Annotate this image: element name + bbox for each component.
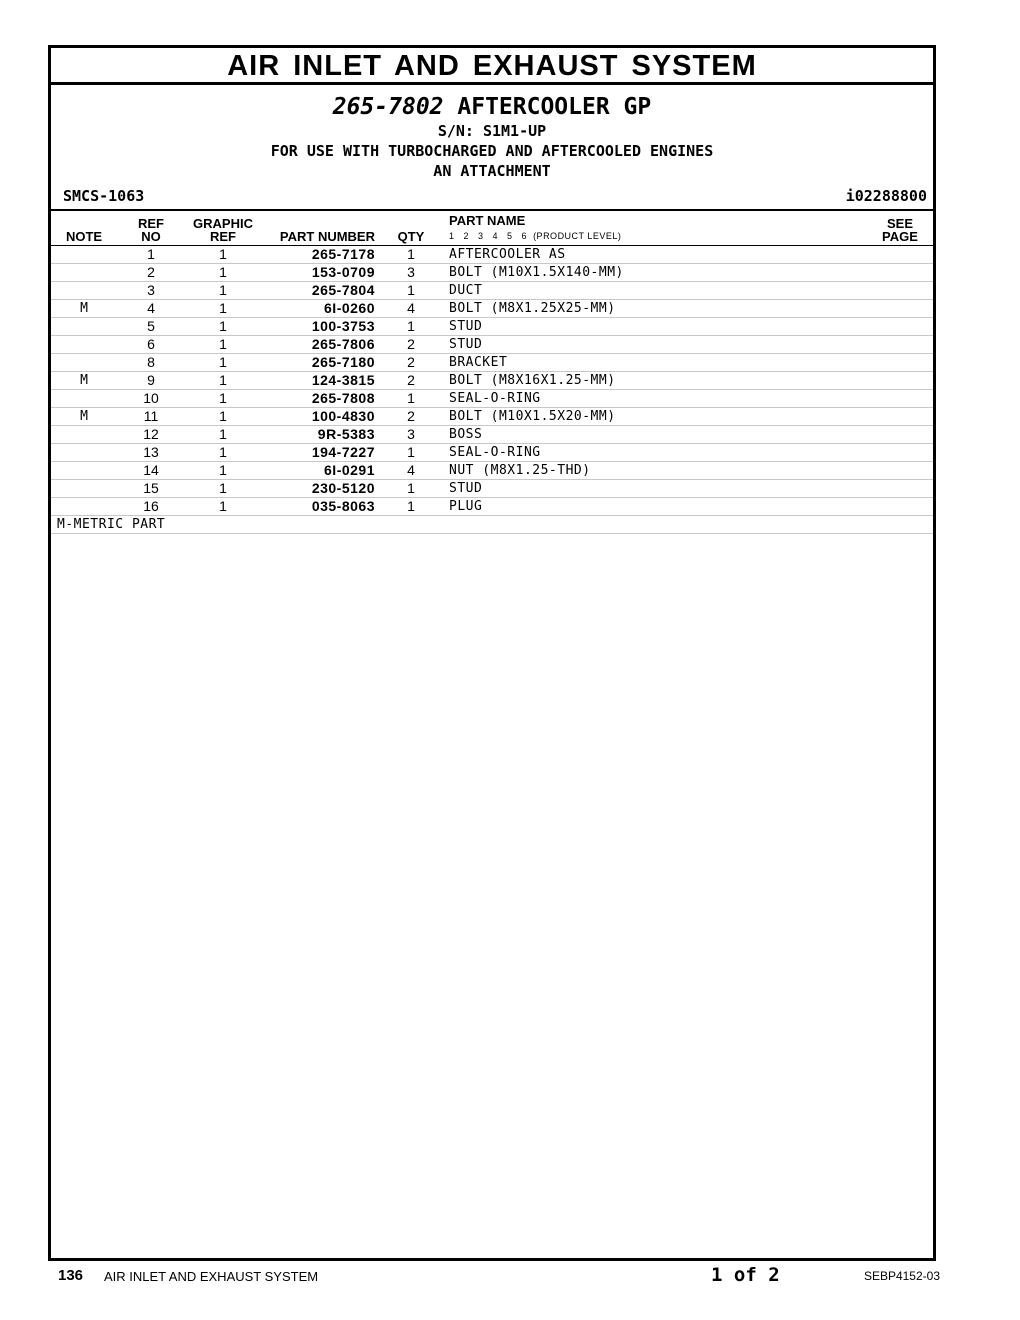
product-level-legend: 1 2 3 4 5 6 (PRODUCT LEVEL) [449,231,622,241]
cell-see [867,408,933,426]
cell-see [867,318,933,336]
table-header-row [51,211,933,246]
page-title: AIR INLET AND EXHAUST SYSTEM [51,48,933,85]
cell-name: SEAL-O-RING [441,390,867,408]
illustration-id: i02288800 [845,187,927,205]
header-graphic-ref: GRAPHIC REF [185,211,261,246]
table-row [51,408,933,426]
cell-qty: 3 [381,426,441,444]
cell-part-number: 6I-0291 [261,462,381,480]
usage-note: FOR USE WITH TURBOCHARGED AND AFTERCOOLED ENGINES [270,142,714,160]
cell-qty: 1 [381,282,441,300]
cell-note: M [51,300,117,318]
page-footer [0,1258,1020,1288]
cell-qty: 1 [381,318,441,336]
table-row [51,336,933,354]
cell-note [51,318,117,336]
table-row [51,444,933,462]
cell-part-number: 124-3815 [261,372,381,390]
cell-qty: 1 [381,480,441,498]
cell-see [867,372,933,390]
table-row [51,390,933,408]
parts-sheet [48,45,936,1261]
table-row [51,264,933,282]
cell-ref: 11 [117,408,185,426]
cell-name: PLUG [441,498,867,516]
cell-note [51,246,117,264]
table-row [51,480,933,498]
table-row [51,498,933,516]
table-row [51,372,933,390]
cell-ref: 14 [117,462,185,480]
cell-see [867,498,933,516]
page-number: 136 [58,1267,84,1284]
cell-graphic: 1 [185,408,261,426]
cell-note [51,462,117,480]
cell-note [51,354,117,372]
cell-see [867,444,933,462]
cell-graphic: 1 [185,372,261,390]
cell-ref: 3 [117,282,185,300]
cell-ref: 12 [117,426,185,444]
cell-see [867,480,933,498]
cell-note [51,444,117,462]
table-row [51,354,933,372]
cell-qty: 2 [381,354,441,372]
cell-note [51,390,117,408]
footnote-row [51,516,933,534]
cell-see [867,426,933,444]
cell-name: DUCT [441,282,867,300]
header-part-name: PART NAME 1 2 3 4 5 6 (PRODUCT LEVEL) [441,211,867,246]
cell-graphic: 1 [185,498,261,516]
cell-note [51,480,117,498]
cell-name: BOLT (M8X1.25X25-MM) [441,300,867,318]
cell-ref: 2 [117,264,185,282]
cell-ref: 16 [117,498,185,516]
header-part-number: PART NUMBER [261,211,381,246]
document-number: SEBP4152-03 [863,1269,940,1283]
cell-name: STUD [441,336,867,354]
serial-number: S/N: S1M1-UP [437,122,547,140]
cell-qty: 1 [381,246,441,264]
table-row [51,318,933,336]
cell-qty: 1 [381,390,441,408]
sheet-indicator: 1 of 2 [711,1264,780,1286]
table-row [51,300,933,318]
cell-see [867,300,933,318]
parts-table [51,211,933,534]
cell-ref: 4 [117,300,185,318]
table-row [51,462,933,480]
header-note: NOTE [51,211,117,246]
cell-qty: 2 [381,372,441,390]
cell-part-number: 9R-5383 [261,426,381,444]
cell-part-number: 6I-0260 [261,300,381,318]
cell-name: AFTERCOOLER AS [441,246,867,264]
cell-qty: 1 [381,444,441,462]
cell-qty: 2 [381,336,441,354]
cell-note [51,282,117,300]
cell-see [867,354,933,372]
group-name: AFTERCOOLER GP [457,94,652,120]
cell-part-number: 265-7806 [261,336,381,354]
header-ref-no: REF NO [117,211,185,246]
cell-graphic: 1 [185,300,261,318]
cell-part-number: 194-7227 [261,444,381,462]
cell-graphic: 1 [185,354,261,372]
cell-ref: 9 [117,372,185,390]
cell-qty: 1 [381,498,441,516]
cell-name: BOLT (M8X16X1.25-MM) [441,372,867,390]
cell-name: STUD [441,318,867,336]
cell-ref: 1 [117,246,185,264]
table-row [51,246,933,264]
cell-part-number: 230-5120 [261,480,381,498]
cell-graphic: 1 [185,282,261,300]
cell-note: M [51,372,117,390]
cell-name: SEAL-O-RING [441,444,867,462]
cell-name: BOSS [441,426,867,444]
cell-see [867,336,933,354]
cell-note [51,426,117,444]
header-qty: QTY [381,211,441,246]
group-part-number: 265-7802 [332,94,444,120]
footer-section: AIR INLET AND EXHAUST SYSTEM [104,1269,319,1284]
cell-ref: 13 [117,444,185,462]
cell-graphic: 1 [185,426,261,444]
smcs-row [51,185,933,211]
cell-graphic: 1 [185,444,261,462]
cell-name: NUT (M8X1.25-THD) [441,462,867,480]
cell-ref: 10 [117,390,185,408]
group-title [51,93,933,121]
cell-qty: 2 [381,408,441,426]
cell-part-number: 265-7804 [261,282,381,300]
cell-name: BOLT (M10X1.5X20-MM) [441,408,867,426]
cell-graphic: 1 [185,480,261,498]
attachment-type: AN ATTACHMENT [433,162,551,180]
cell-note [51,336,117,354]
cell-ref: 8 [117,354,185,372]
smcs-code: SMCS-1063 [63,187,145,205]
cell-ref: 5 [117,318,185,336]
cell-note [51,264,117,282]
cell-note [51,498,117,516]
cell-graphic: 1 [185,264,261,282]
header-see-page: SEE PAGE [867,211,933,246]
cell-part-number: 100-3753 [261,318,381,336]
cell-qty: 3 [381,264,441,282]
cell-note: M [51,408,117,426]
table-row [51,282,933,300]
cell-part-number: 153-0709 [261,264,381,282]
cell-qty: 4 [381,462,441,480]
metric-footnote: M-METRIC PART [51,516,933,534]
cell-part-number: 265-7808 [261,390,381,408]
cell-graphic: 1 [185,336,261,354]
cell-graphic: 1 [185,462,261,480]
cell-see [867,246,933,264]
cell-see [867,462,933,480]
cell-see [867,264,933,282]
cell-graphic: 1 [185,390,261,408]
cell-graphic: 1 [185,246,261,264]
cell-ref: 6 [117,336,185,354]
table-row [51,426,933,444]
group-header [51,85,933,181]
cell-graphic: 1 [185,318,261,336]
cell-name: BRACKET [441,354,867,372]
cell-see [867,282,933,300]
cell-part-number: 100-4830 [261,408,381,426]
cell-name: STUD [441,480,867,498]
cell-name: BOLT (M10X1.5X140-MM) [441,264,867,282]
cell-ref: 15 [117,480,185,498]
cell-part-number: 265-7180 [261,354,381,372]
cell-part-number: 265-7178 [261,246,381,264]
cell-qty: 4 [381,300,441,318]
cell-part-number: 035-8063 [261,498,381,516]
cell-see [867,390,933,408]
